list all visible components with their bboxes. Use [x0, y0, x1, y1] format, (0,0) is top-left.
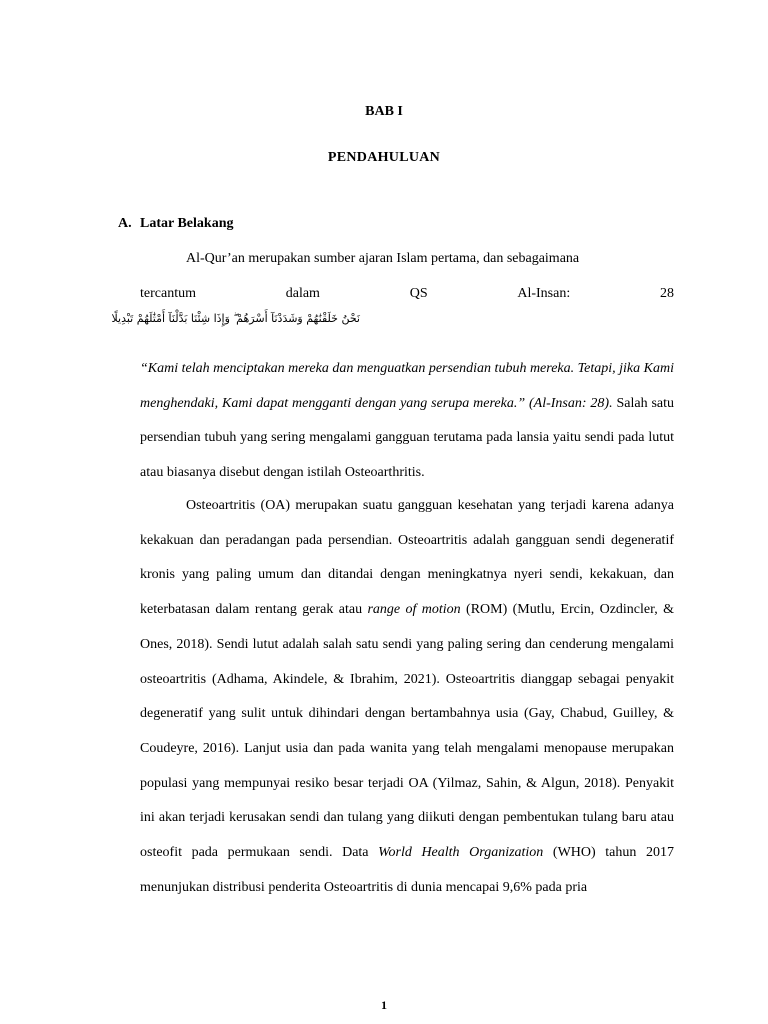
chapter-number: BAB I [365, 104, 403, 119]
intro-word: dalam [285, 285, 320, 301]
arabic-verse: نَحْنُ خَلَقْنَٰهُمْ وَشَدَدْنَآ أَسْرَهُمْ ۖ وَإِذَا شِئْنَا بَدَّلْنَآ أَمْثَٰلَهُمْ تَبْدِيلًا [111, 312, 360, 325]
verse-translation-paragraph [140, 352, 674, 491]
intro-word: 28 [660, 285, 674, 301]
term-who: World Health Organization [378, 845, 544, 861]
verse-continuation: Salah satu persendian tubuh yang sering mengalami gangguan terutama pada lansia yaitu sendi pada lutut atau biasanya disebut dengan istilah Osteoarthritis. [140, 395, 675, 481]
page-number: 1 [381, 998, 387, 1012]
section-letter: A. [118, 216, 132, 231]
intro-paragraph [140, 242, 674, 311]
verse-translation: “Kami telah menciptakan mereka dan menguatkan persendian tubuh mereka. Tetapi, jika Kami menghendaki, Kami dapat mengganti dengan yang serupa mereka.” (Al-Insan: 28). [140, 361, 674, 411]
osteoarthritis-paragraph: Osteoartritis (OA) merupakan suatu gangguan kesehatan yang terjadi karena adanya kekakuan dan peradangan pada persendian. Osteoartritis adalah gangguan sendi degeneratif kronis yang paling umum dan ditandai dengan meningkatnya nyeri sendi, kekakuan, dan keterbatasan dalam rentang gerak atau range of motion (ROM) (Mutlu, Ercin, Ozdincler, & Ones, 2018). Sendi lutut adalah salah satu sendi yang paling sering dan cenderung mengalami osteoartritis (Adhama, Akindele, & Ibrahim, 2021). Osteoartritis dianggap sebagai penyakit degeneratif yang sulit untuk dihindari dengan bertambahnya usia (Gay, Chabud, Guilley, & Coudeyre, 2016). Lanjut usia dan pada wanita yang telah mengalami menopause merupakan populasi yang mempunyai resiko besar terjadi OA (Yilmaz, Sahin, & Algun, 2018). Penyakit ini akan terjadi kerusakan sendi dan tulang yang diikuti dengan pembentukan tulang baru atau osteofit pada permukaan sendi. Data World Health Organization (WHO) tahun 2017 menunjukan distribusi penderita Osteoartritis di dunia mencapai 9,6% pada pria [140, 498, 674, 895]
intro-line-2 [140, 277, 674, 312]
intro-word: QS [409, 285, 428, 301]
intro-word: tercantum [140, 285, 196, 301]
term-range-of-motion: range of motion [367, 602, 461, 618]
intro-line-1: Al-Qur’an merupakan sumber ajaran Islam pertama, dan sebagaimana [186, 251, 580, 266]
intro-word: Al-Insan: [517, 285, 571, 301]
chapter-title: PENDAHULUAN [327, 150, 441, 165]
section-title: Latar Belakang [140, 216, 234, 231]
section-heading [118, 216, 233, 232]
